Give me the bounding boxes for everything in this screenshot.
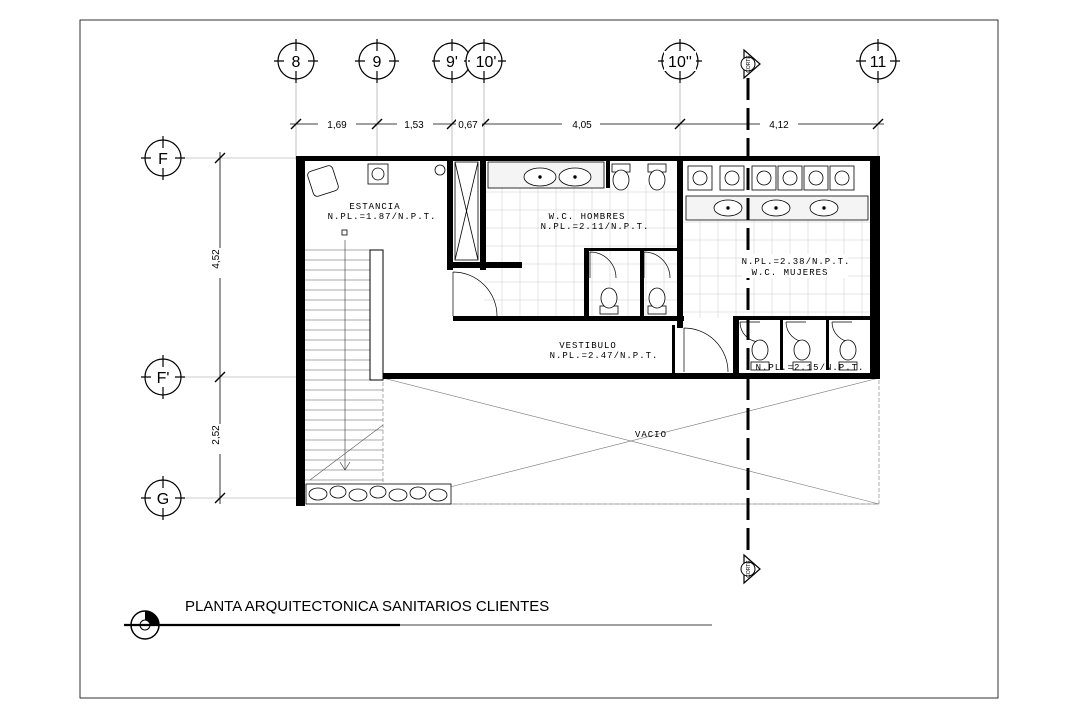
room-vestibulo-level: N.PL.=2.47/N.P.T. <box>549 351 659 361</box>
estancia-furniture <box>307 164 445 197</box>
axis-label-10-double-prime: 10'' <box>668 54 692 71</box>
room-vacio-name: VACIO <box>634 430 668 440</box>
axis-label-11: 11 <box>869 54 887 71</box>
service-shaft <box>455 162 478 260</box>
dim-10prime-10dprime: 4,05 <box>572 120 592 131</box>
axis-marker-F-prime <box>141 355 185 399</box>
axis-marker-9 <box>355 39 399 83</box>
room-mujeres-cabins-level: N.PL.=2.15/N.P.T. <box>755 363 865 373</box>
room-estancia-level: N.PL.=1.87/N.P.T. <box>327 212 437 222</box>
sheet-frame <box>80 20 998 698</box>
axis-marker-10-prime <box>466 39 506 83</box>
room-wc-mujeres-level: N.PL.=2.38/N.P.T. <box>741 257 851 267</box>
room-wc-hombres-name: W.C. HOMBRES <box>548 212 626 222</box>
axis-marker-10-double-prime <box>658 39 702 83</box>
dim-8-9: 1,69 <box>327 120 347 131</box>
axis-label-9-prime: 9' <box>446 54 458 71</box>
axis-marker-F <box>141 136 185 180</box>
stair-handrail-wall <box>370 250 383 380</box>
axis-label-F: F <box>158 151 168 168</box>
axis-label-10-prime: 10' <box>475 54 497 71</box>
axis-marker-8 <box>274 39 318 83</box>
axis-marker-11 <box>856 39 900 83</box>
axis-grid-lines <box>185 80 878 498</box>
dim-Fprime-G: 2,52 <box>211 425 222 445</box>
wc-hombres-fixtures <box>488 162 666 314</box>
dim-F-Fprime: 4,52 <box>211 249 222 269</box>
axis-label-9: 9 <box>372 54 382 71</box>
axis-label-G: G <box>156 491 170 508</box>
dim-9prime-10prime: 0,67 <box>458 120 478 131</box>
axis-label-F-prime: F' <box>156 370 170 387</box>
room-vestibulo-name: VESTIBULO <box>559 341 617 351</box>
stone-pattern-strip <box>306 484 451 504</box>
section-mark-top: CORTE <box>746 55 752 73</box>
room-wc-mujeres-name: W.C. MUJERES <box>751 268 829 278</box>
axis-marker-9-prime <box>432 39 470 83</box>
drawing-title: PLANTA ARQUITECTONICA SANITARIOS CLIENTES <box>185 598 550 615</box>
vacio-void-lines <box>383 378 879 504</box>
left-axis-markers <box>141 136 185 520</box>
axis-label-8: 8 <box>291 54 301 71</box>
section-mark-bottom: CORTE <box>746 560 752 578</box>
room-wc-hombres-level: N.PL.=2.11/N.P.T. <box>540 222 650 232</box>
axis-marker-G <box>141 476 185 520</box>
vertical-dimension-labels <box>211 248 226 454</box>
stair-top-marker <box>342 230 347 235</box>
dim-10dprime-11: 4,12 <box>769 120 789 131</box>
drawing-title-block <box>124 598 712 639</box>
dim-9-9prime: 1,53 <box>404 120 424 131</box>
room-estancia-name: ESTANCIA <box>349 202 401 212</box>
top-axis-markers <box>274 39 900 83</box>
